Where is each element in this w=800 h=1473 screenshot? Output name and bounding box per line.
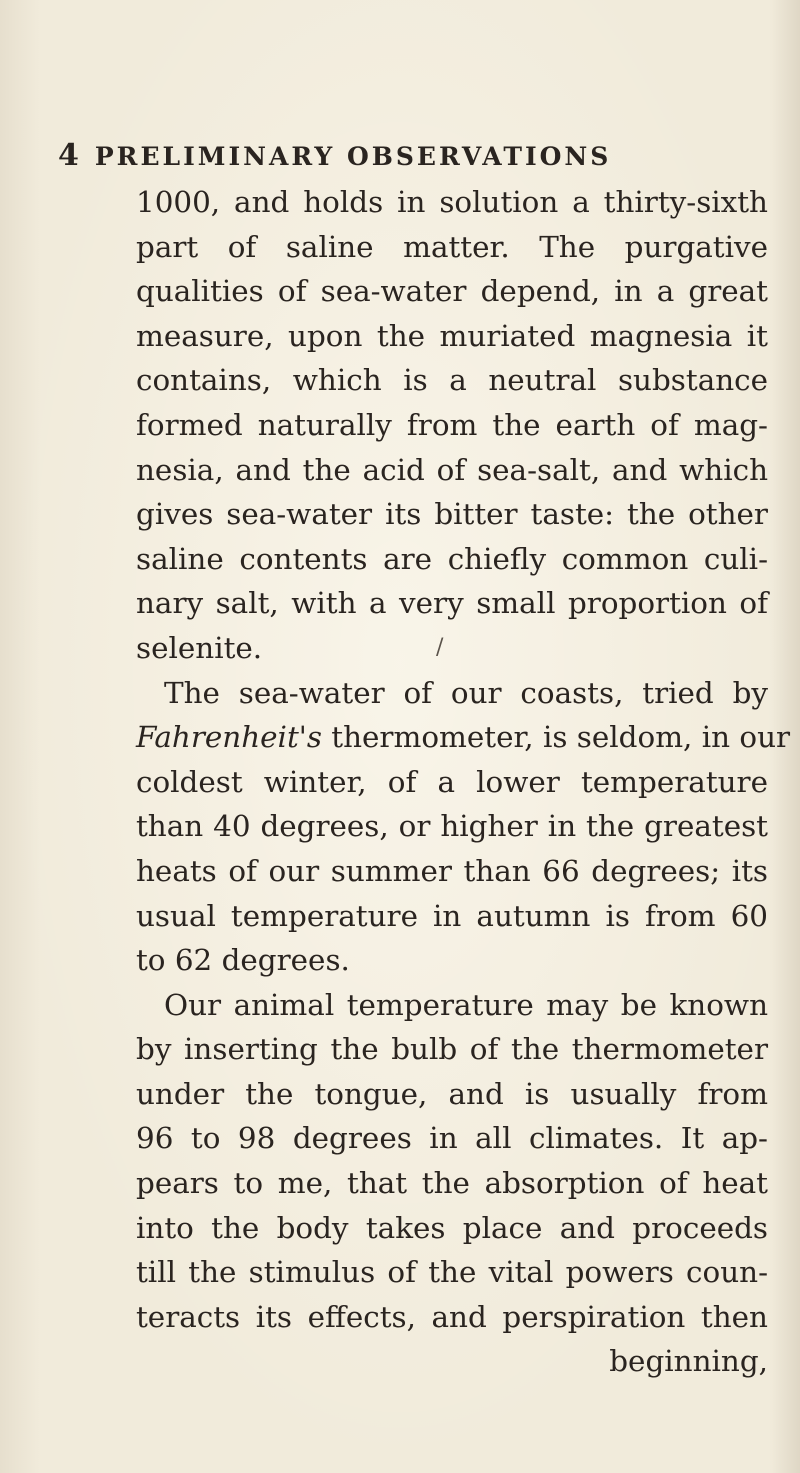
running-head: PRELIMINARY OBSERVATIONS — [94, 142, 612, 171]
text-line: heats of our summer than 66 degrees; its — [136, 853, 768, 888]
italic-name: Fahrenheit's — [136, 720, 322, 755]
text-line: till the stimulus of the vital powers coun- — [136, 1255, 768, 1290]
text-line — [136, 626, 768, 671]
page-number: 4 — [58, 138, 79, 173]
text-line — [136, 715, 791, 760]
text-line: by inserting the bulb of the thermometer — [136, 1032, 768, 1067]
text-line: usual temperature in autumn is from 60 — [136, 898, 768, 933]
text-line: nesia, and the acid of sea-salt, and which — [136, 452, 768, 487]
text-line: teracts its effects, and perspiration then — [136, 1299, 768, 1334]
text-line: part of saline matter. The purgative — [136, 229, 768, 264]
stray-mark: / — [436, 634, 444, 660]
text-fragment: selenite. — [136, 630, 263, 665]
paragraph-start-line: Our animal temperature may be known — [164, 987, 768, 1022]
body-text — [136, 180, 791, 1384]
text-line: qualities of sea-water depend, in a great — [136, 274, 768, 309]
text-line: to 62 degrees. — [136, 943, 350, 978]
catchword-line: beginning, — [609, 1344, 768, 1379]
text-line: contains, which is a neutral substance — [136, 363, 768, 398]
text-line: 96 to 98 degrees in all climates. It ap- — [136, 1121, 768, 1156]
text-line: pears to me, that the absorption of heat — [136, 1166, 768, 1201]
text-line: formed naturally from the earth of mag- — [136, 407, 768, 442]
text-line: measure, upon the muriated magnesia it — [136, 318, 768, 353]
text-line: saline contents are chiefly common culi- — [136, 541, 768, 576]
text-line: under the tongue, and is usually from — [136, 1076, 768, 1111]
paragraph-start-line: The sea-water of our coasts, tried by — [164, 675, 768, 710]
text-line: into the body takes place and proceeds — [136, 1210, 768, 1245]
text-line: gives sea-water its bitter taste: the other — [136, 497, 768, 532]
text-line: nary salt, with a very small proportion of — [136, 586, 768, 621]
page-header — [58, 138, 611, 178]
text-line: 1000, and holds in solution a thirty-sixth — [136, 185, 768, 219]
text-line: than 40 degrees, or higher in the greatest — [136, 809, 768, 844]
text-line: coldest winter, of a lower temperature — [136, 764, 768, 799]
text-fragment: thermometer, is seldom, in our — [321, 720, 791, 755]
